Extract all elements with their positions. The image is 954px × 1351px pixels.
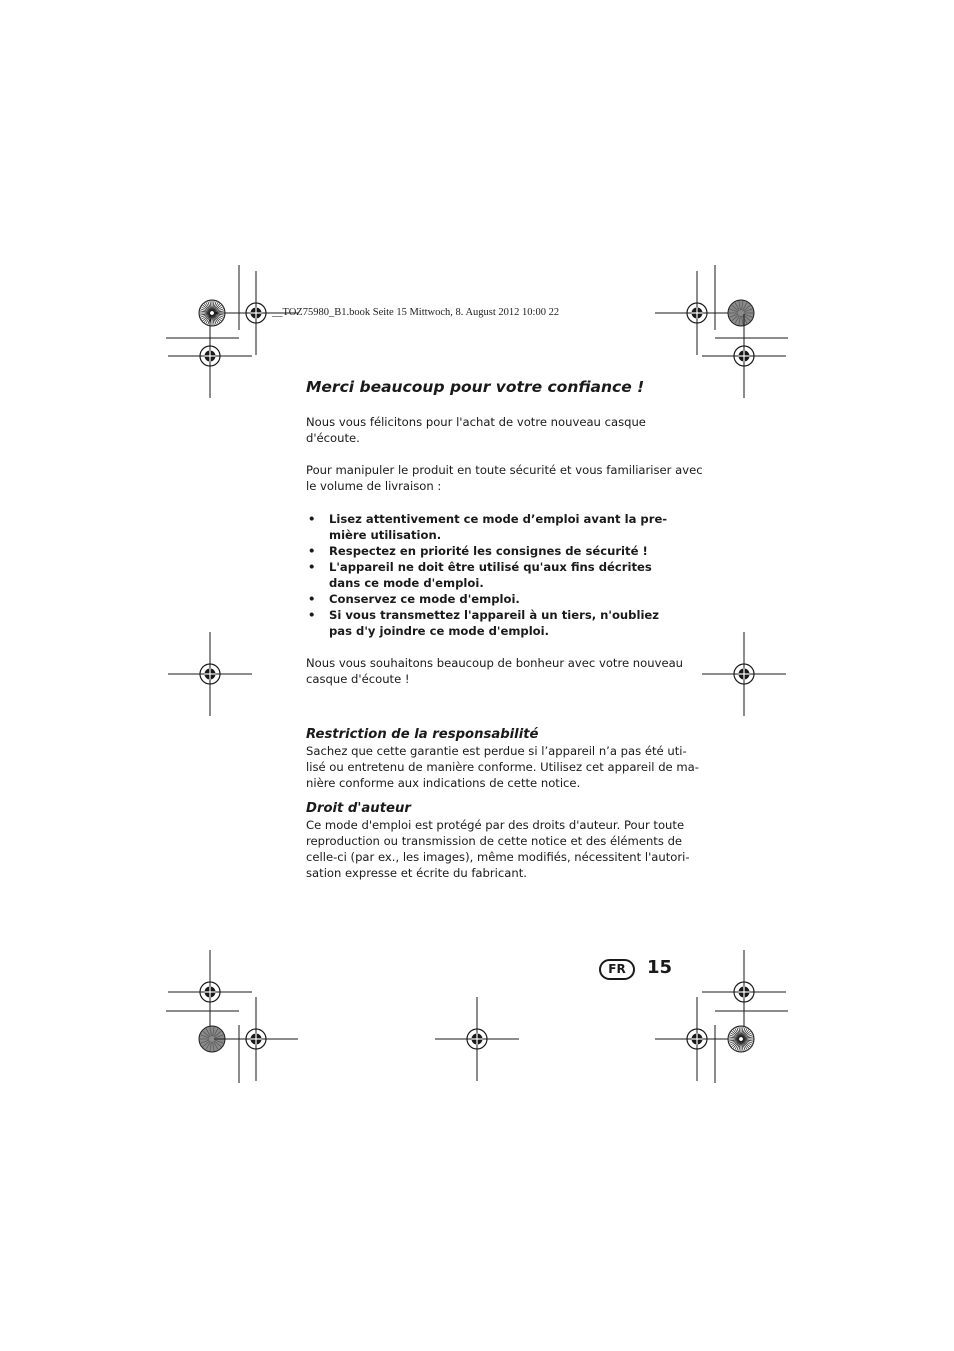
text-line: Sachez que cette garantie est perdue si l’appareil n’a pas été uti- <box>306 744 687 758</box>
text-line: celle-ci (par ex., les images), même modifiés, nécessitent l'autori- <box>306 850 690 864</box>
liability-title: Restriction de la responsabilité <box>306 727 539 742</box>
text-line: mière utilisation. <box>329 528 442 542</box>
intro-paragraph-2 <box>306 462 703 494</box>
bullet-symbol: • <box>308 608 316 622</box>
text-line: d'écoute. <box>306 431 360 445</box>
intro-paragraph-1 <box>306 414 672 446</box>
bullet-item <box>306 559 672 591</box>
text-line: dans ce mode d'emploi. <box>329 576 484 590</box>
text-line: Nous vous souhaitons beaucoup de bonheur avec votre nouveau <box>306 656 684 670</box>
bullet-item <box>306 591 672 607</box>
text-line: nière conforme aux indications de cette notice. <box>306 776 581 790</box>
bullet-symbol: • <box>308 544 316 558</box>
bullet-symbol: • <box>308 560 316 574</box>
safety-bullet-list <box>306 511 672 639</box>
text-line: lisé ou entretenu de manière conforme. Utilisez cet appareil de ma- <box>306 760 699 774</box>
text-line: Nous vous félicitons pour l'achat de votre nouveau casque <box>306 415 646 429</box>
language-badge: FR <box>599 959 635 980</box>
text-line: Respectez en priorité les consignes de sécurité ! <box>329 544 648 558</box>
copyright-title: Droit d'auteur <box>306 801 411 816</box>
intro-paragraph-3 <box>306 655 684 687</box>
text-line: sation expresse et écrite du fabricant. <box>306 866 527 880</box>
text-line: reproduction ou transmission de cette notice et des éléments de <box>306 834 683 848</box>
page-number: 15 <box>647 957 673 978</box>
bullet-item <box>306 543 672 559</box>
text-line: Ce mode d'emploi est protégé par des droits d'auteur. Pour toute <box>306 818 685 832</box>
bullet-item <box>306 607 672 639</box>
copyright-section <box>306 801 690 881</box>
text-line: Pour manipuler le produit en toute sécurité et vous familiariser avec <box>306 463 703 477</box>
intro-title: Merci beaucoup pour votre confiance ! <box>306 378 645 396</box>
text-line: le volume de livraison : <box>306 479 442 493</box>
text-line: L'appareil ne doit être utilisé qu'aux fins décrites <box>329 560 652 574</box>
bullet-symbol: • <box>308 592 316 606</box>
text-line: Conservez ce mode d'emploi. <box>329 592 520 606</box>
text-line: pas d'y joindre ce mode d'emploi. <box>329 624 550 638</box>
intro-section <box>306 378 672 396</box>
text-line: Lisez attentivement ce mode d’emploi avant la pre- <box>329 512 668 526</box>
bullet-symbol: • <box>308 512 316 526</box>
text-line: casque d'écoute ! <box>306 672 410 686</box>
liability-section <box>306 727 699 791</box>
bullet-item <box>306 511 672 543</box>
text-line: Si vous transmettez l'appareil à un tiers, n'oubliez <box>329 608 660 622</box>
print-file-info: __TOZ75980_B1.book Seite 15 Mittwoch, 8. August 2012 10:00 22 <box>272 307 560 318</box>
